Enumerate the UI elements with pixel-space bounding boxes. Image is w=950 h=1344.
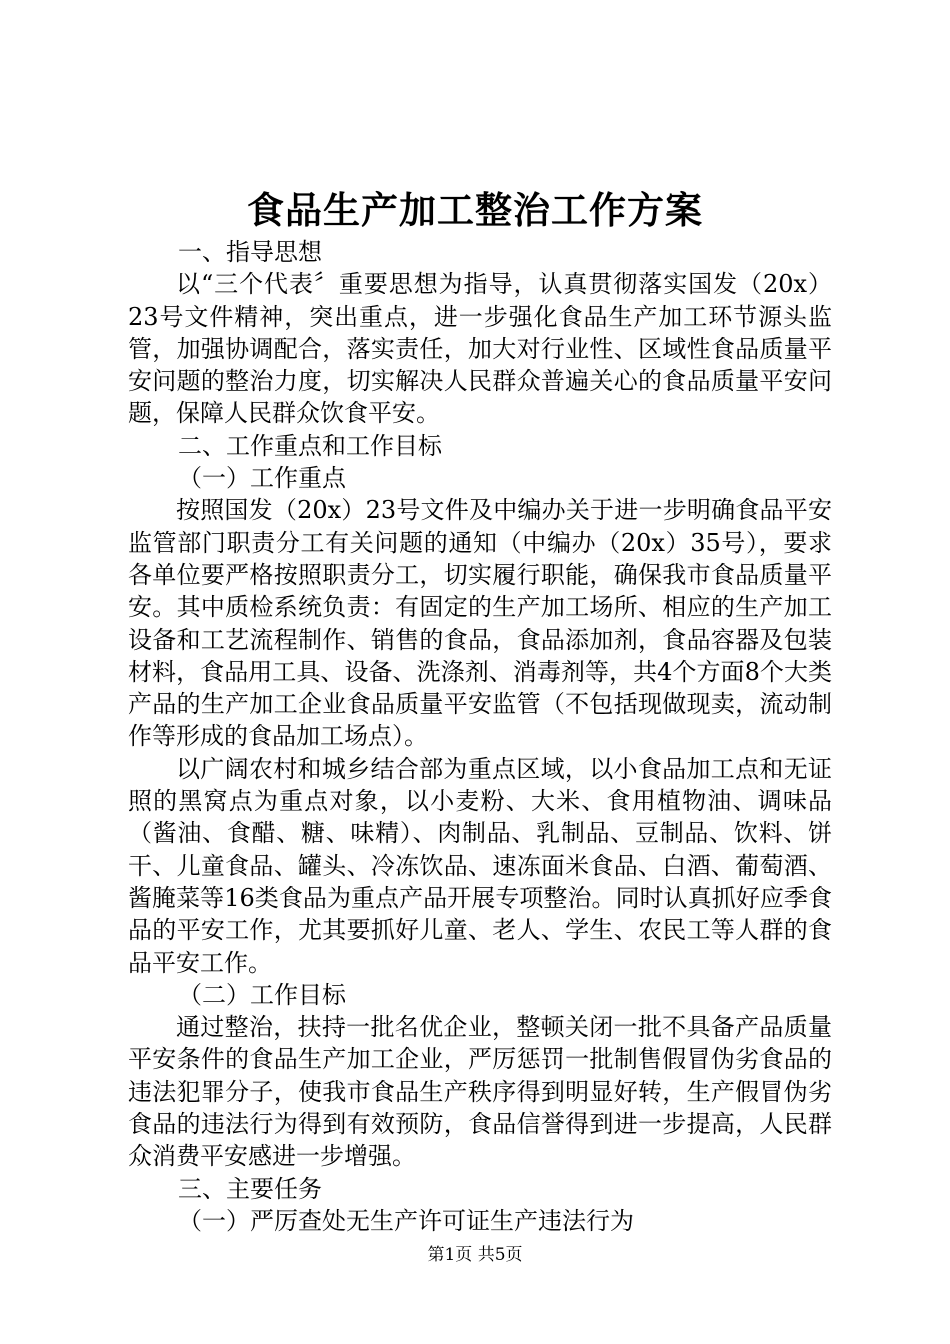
paragraph-work-focus-duties: 按照国发（20x）23号文件及中编办关于进一步明确食品平安监管部门职责分工有关问题的通知（中编办（20x）35号），要求各单位要严格按照职责分工，切实履行职能，确保我市食品质量平安。其中质检系统负责：有固定的生产加工场所、相应的生产加工设备和工艺流程制作、销售的食品，食品添加剂，食品容器及包装材料，食品用工具、设备、洗涤剂、消毒剂等，共4个方面8个大类产品的生产加工企业食品质量平安监管（不包括现做现卖，流动制作等形成的食品加工场点）。 — [128, 496, 832, 751]
subsection-heading-work-goals: （二）工作目标 — [178, 980, 346, 1009]
section-heading-guiding-ideology: 一、指导思想 — [178, 238, 322, 266]
paragraph-work-focus-targets: 以广阔农村和城乡结合部为重点区域，以小食品加工点和无证照的黑窝点为重点对象，以小麦粉、大米、食用植物油、调味品（酱油、食醋、糖、味精）、肉制品、乳制品、豆制品、饮料、饼干、儿童食品、罐头、冷冻饮品、速冻面米食品、白酒、葡萄酒、酱腌菜等16类食品为重点产品开展专项整治。同时认真抓好应季食品的平安工作，尤其要抓好儿童、老人、学生、农民工等人群的食品平安工作。 — [128, 754, 832, 977]
subsection-heading-work-focus: （一）工作重点 — [178, 464, 346, 493]
paragraph-guiding-ideology: 以“三个代表〞重要思想为指导，认真贯彻落实国发（20x）23号文件精神，突出重点，进一步强化食品生产加工环节源头监管，加强协调配合，落实责任，加大对行业性、区域性食品质量平安问题的整治力度，切实解决人民群众普遍关心的食品质量平安问题，保障人民群众饮食平安。 — [128, 270, 832, 428]
section-heading-main-tasks: 三、主要任务 — [178, 1174, 322, 1203]
document-body — [128, 236, 832, 1237]
page-number: 第1页 共5页 — [427, 1245, 523, 1265]
section-heading-focus-and-goals: 二、工作重点和工作目标 — [178, 431, 442, 460]
paragraph-work-goals: 通过整治，扶持一批名优企业，整顿关闭一批不具备产品质量平安条件的食品生产加工企业，严厉惩罚一批制售假冒伪劣食品的违法犯罪分子，使我市食品生产秩序得到明显好转，生产假冒伪劣食品的违法行为得到有效预防，食品信誉得到进一步提高，人民群众消费平安感进一步增强。 — [128, 1013, 832, 1171]
subsection-heading-task-one: （一）严厉查处无生产许可证生产违法行为 — [178, 1206, 634, 1235]
document-title: 食品生产加工整治工作方案 — [247, 188, 703, 232]
